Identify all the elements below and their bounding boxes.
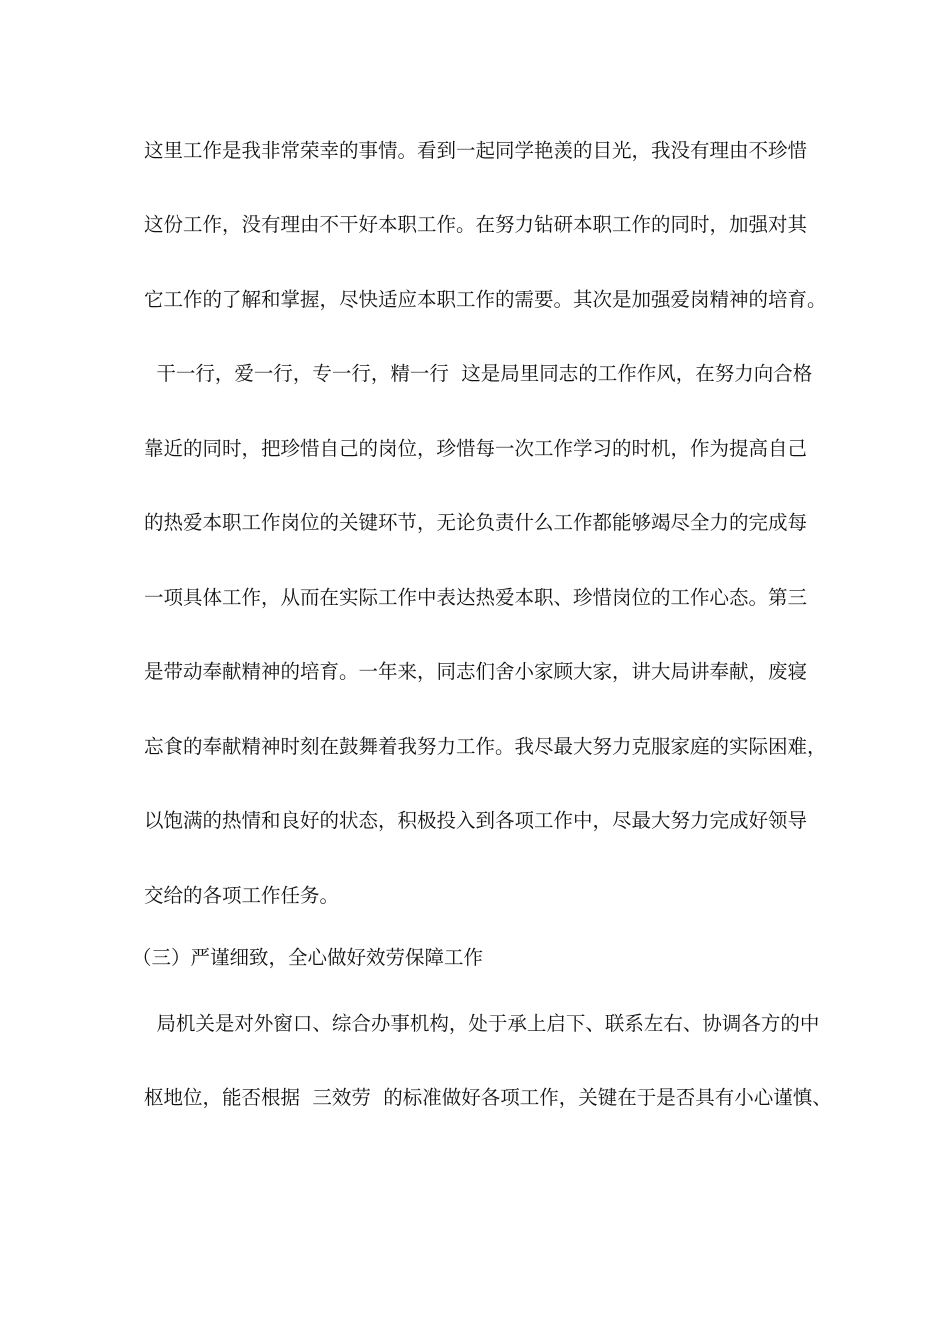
paragraph-line-3: 它工作的了解和掌握，尽快适应本职工作的需要。其次是加强爱岗精神的培育。 (144, 288, 827, 311)
paragraph-line-13: 枢地位，能否根据 三效劳 的标准做好各项工作，关键在于是否具有小心谨慎、 (144, 1086, 832, 1109)
paragraph-line-10: 以饱满的热情和良好的状态，积极投入到各项工作中，尽最大努力完成好领导 (144, 809, 808, 832)
section-heading: （三）严谨细致，全心做好效劳保障工作 (132, 946, 484, 969)
paragraph-line-11: 交给的各项工作任务。 (144, 884, 340, 907)
paragraph-line-4: 干一行，爱一行，专一行，精一行 这是局里同志的工作作风，在努力向合格 (144, 362, 813, 385)
paragraph-line-5: 靠近的同时，把珍惜自己的岗位，珍惜每一次工作学习的时机，作为提高自己 (144, 437, 808, 460)
paragraph-line-2: 这份工作，没有理由不干好本职工作。在努力钻研本职工作的同时，加强对其 (144, 213, 808, 236)
paragraph-line-6: 的热爱本职工作岗位的关键环节，无论负责什么工作都能够竭尽全力的完成每 (144, 511, 808, 534)
paragraph-line-12: 局机关是对外窗口、综合办事机构，处于承上启下、联系左右、协调各方的中 (144, 1012, 820, 1035)
paragraph-line-9: 忘食的奉献精神时刻在鼓舞着我努力工作。我尽最大努力克服家庭的实际困难， (144, 735, 827, 758)
paragraph-line-1: 这里工作是我非常荣幸的事情。看到一起同学艳羡的目光，我没有理由不珍惜 (144, 139, 808, 162)
paragraph-line-7: 一项具体工作，从而在实际工作中表达热爱本职、珍惜岗位的工作心态。第三 (144, 586, 808, 609)
paragraph-line-8: 是带动奉献精神的培育。一年来，同志们舍小家顾大家，讲大局讲奉献，废寝 (144, 660, 808, 683)
